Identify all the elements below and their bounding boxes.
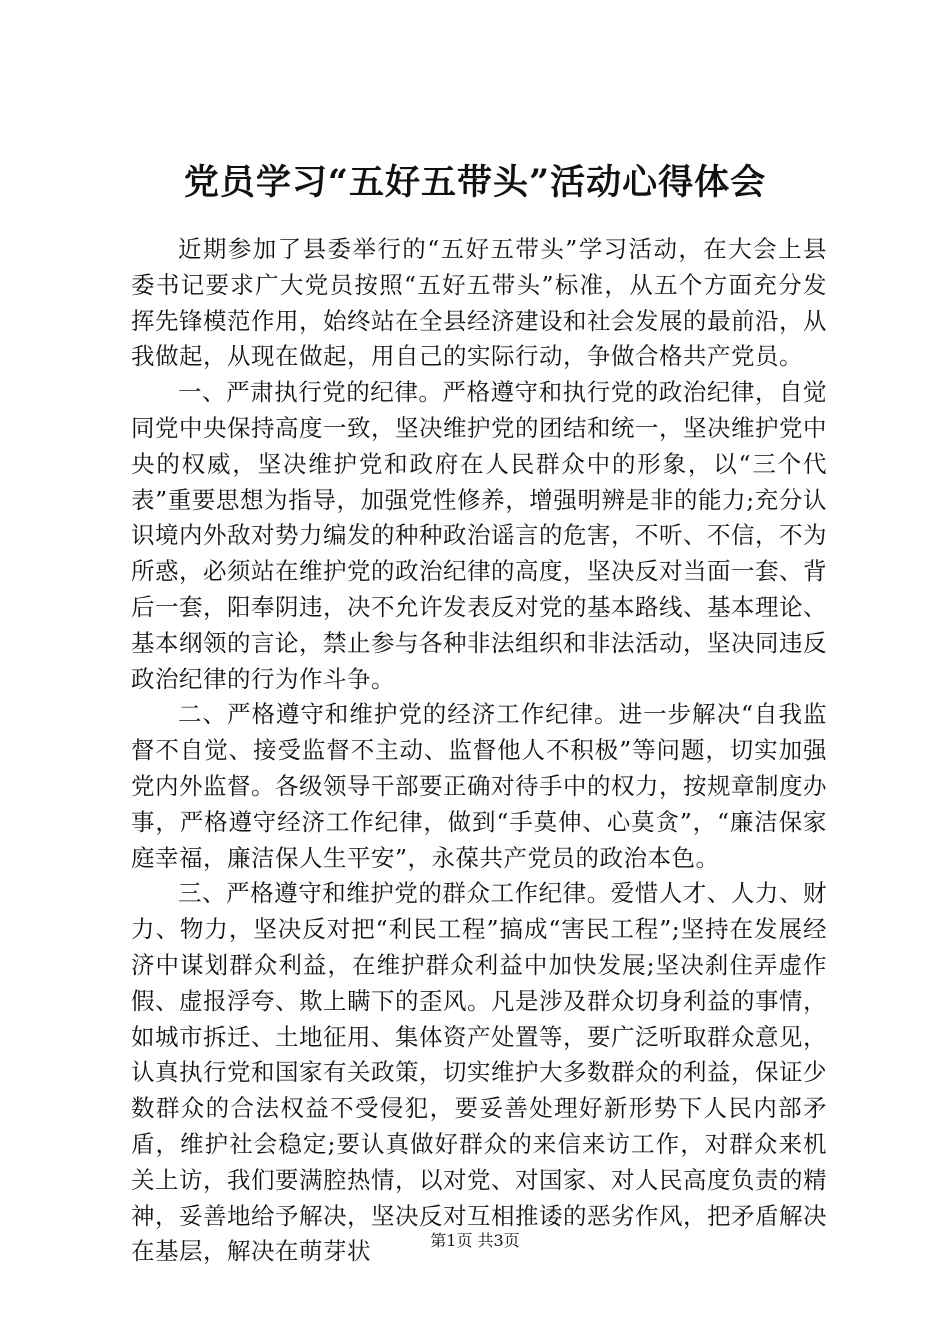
paragraph-section-1: 一、严肃执行党的纪律。严格遵守和执行党的政治纪律，自觉同党中央保持高度一致，坚决维护党的团结和统一，坚决维护党中央的权威，坚决维护党和政府在人民群众中的形象，以“三个代表”重要思想为指导，加强党性修养，增强明辨是非的能力;充分认识境内外敌对势力编发的种种政治谣言的危害，不听、不信，不为所惑，必须站在维护党的政治纪律的高度，坚决反对当面一套、背后一套，阳奉阴违，决不允许发表反对党的基本路线、基本理论、基本纲领的言论，禁止参与各种非法组织和非法活动，坚决同违反政治纪律的行为作斗争。: [131, 378, 827, 693]
paragraph-intro: 近期参加了县委举行的“五好五带头”学习活动，在大会上县委书记要求广大党员按照“五好五带头”标准，从五个方面充分发挥先锋模范作用，始终站在全县经济建设和社会发展的最前沿，从我做起，从现在做起，用自己的实际行动，争做合格共产党员。: [131, 235, 827, 371]
page-footer: 第1页 共3页: [430, 1231, 520, 1250]
document-body: [131, 232, 827, 1270]
document-title: 党员学习“五好五带头”活动心得体会: [183, 162, 767, 203]
paragraph-section-2: 二、严格遵守和维护党的经济工作纪律。进一步解决“自我监督不自觉、接受监督不主动、监督他人不积极”等问题，切实加强党内外监督。各级领导干部要正确对待手中的权力，按规章制度办事，严格遵守经济工作纪律，做到“手莫伸、心莫贪”，“廉洁保家庭幸福，廉洁保人生平安”，永葆共产党员的政治本色。: [131, 700, 827, 872]
paragraph-section-3: 三、严格遵守和维护党的群众工作纪律。爱惜人才、人力、财力、物力，坚决反对把“利民工程”搞成“害民工程”;坚持在发展经济中谋划群众利益，在维护群众利益中加快发展;坚决刹住弄虚作假、虚报浮夸、欺上瞒下的歪风。凡是涉及群众切身利益的事情，如城市拆迁、土地征用、集体资产处置等，要广泛听取群众意见，认真执行党和国家有关政策，切实维护大多数群众的利益，保证少数群众的合法权益不受侵犯，要妥善处理好新形势下人民内部矛盾，维护社会稳定;要认真做好群众的来信来访工作，对群众来机关上访，我们要满腔热情，以对党、对国家、对人民高度负责的精神，妥善地给予解决，坚决反对互相推诿的恶劣作风，把矛盾解决在基层，解决在萌芽状: [131, 879, 827, 1266]
